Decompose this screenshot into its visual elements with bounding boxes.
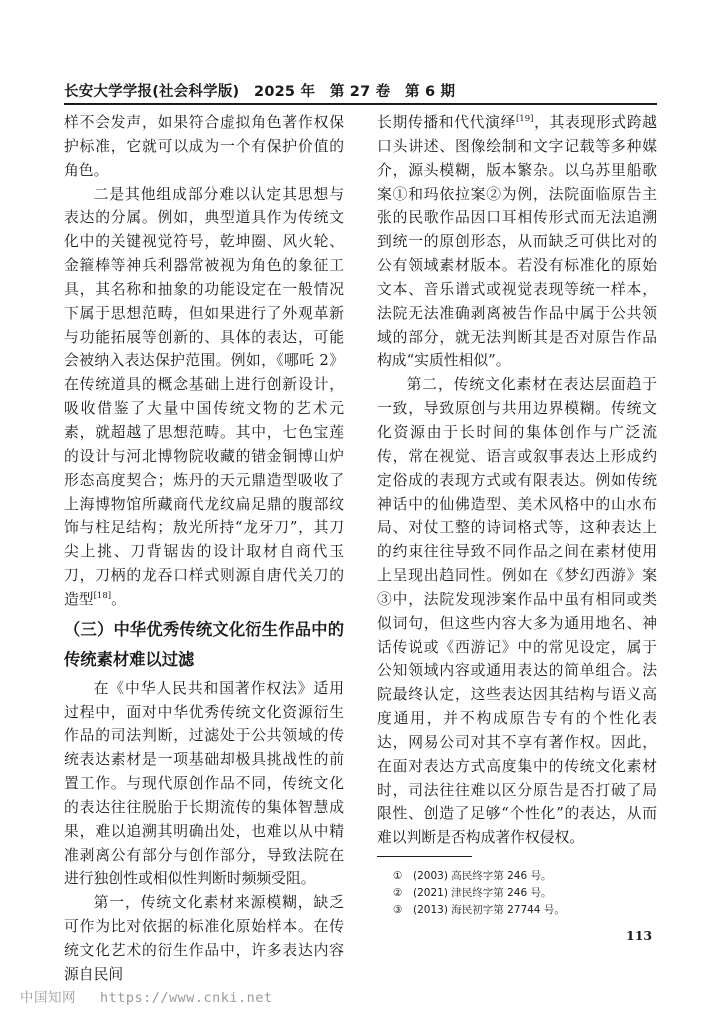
footnote-text: (2013) 海民初字第 27744 号。 <box>413 904 565 916</box>
footnote-item <box>393 885 565 902</box>
citation-ref: [18] <box>93 590 112 601</box>
footnote-item <box>393 868 565 885</box>
cnki-url: https://www.cnki.net <box>100 990 273 1006</box>
paragraph <box>64 183 344 612</box>
paragraph: 第一，传统文化素材来源模糊，缺乏可作为比对依据的标准化原始样本。在传统文化艺术的衍生作品中，许多表达内容源自民间 <box>64 894 344 983</box>
paragraph-text: 长期传播和代代演绎 <box>377 114 516 131</box>
left-column <box>64 111 344 987</box>
page-number: 113 <box>626 928 653 943</box>
footnote-text: (2021) 津民终字第 246 号。 <box>413 887 552 899</box>
paragraph-text: 二是其他组成部分难以认定其思想与表达的分属。例如，典型道具作为传统文化中的关键视觉符号，乾坤圈、风火轮、金箍棒等神兵利器常被视为角色的象征工具，其名称和抽象的功能设定在一般情况下属于思想范畴，但如果进行了外观革新与功能拓展等创新的、具体的表达，可能会被纳入表达保护范围。例如，《哪吒 2》在传统道具的概念基础上进行创新设计，吸收借鉴了大量中国传统文物的艺术元素，就超越了思想范畴。其中，七色宝莲的设计与河北博物院收藏的错金铜博山炉形态高度契合；炼丹的天元鼎造型吸收了上海博物馆所藏商代龙纹扁足鼎的腹部纹饰与柱足结构；敖光所持“龙牙刀”，其刀尖上挑、刀背锯齿的设计取材自商代玉刀，刀柄的龙吞口样式则源自唐代关刀的造型 <box>64 185 344 608</box>
footnote-number: ② <box>393 887 403 899</box>
footnote-text: (2003) 高民终字第 246 号。 <box>413 870 552 882</box>
paragraph: 第二，传统文化素材在表达层面趋于一致，导致原创与共用边界模糊。传统文化资源由于长时间的集体创作与广泛流传，常在视觉、语言或叙事表达上形成约定俗成的表现方式或有限表达。例如传统神话中的仙佛造型、美术风格中的山水布局、对仗工整的诗词格式等，这种表达上的约束往往导致不同作品之间在素材使用上呈现出趋同性。例如在《梦幻西游》案③中，法院发现涉案作品中虽有相同或类似词句，但这些内容大多为通用地名、神话传说或《西游记》中的常见设定，属于公知领域内容或通用表达的简单组合。法院最终认定，这些表达因其结构与语义高度通用，并不构成原告专有的个性化表达，网易公司对其不享有著作权。因此，在面对表达方式高度集中的传统文化素材时，司法往往难以区分原告是否打破了局限性、创造了足够“个性化”的表达，从而难以判断是否构成著作权侵权。 <box>377 376 657 847</box>
footnote-item <box>393 902 565 919</box>
journal-header: 长安大学学报(社会科学版) 2025 年 第 27 卷 第 6 期 <box>64 84 456 100</box>
paragraph: 在《中华人民共和国著作权法》适用过程中，面对中华优秀传统文化资源衍生作品的司法判断，过滤处于公共领域的传统表达素材是一项基础却极具挑战性的前置工作。与现代原创作品不同，传统文化的表达往往脱胎于长期流传的集体智慧成果，难以追溯其明确出处，也难以从中精准剥离公有部分与创作部分，导致法院在进行独创性或相似性判断时频频受阻。 <box>64 679 344 888</box>
paragraph-text: ，其表现形式跨越口头讲述、图像绘制和文字记载等多种媒介，源头模糊，版本繁杂。以乌苏里船歌案①和玛依拉案②为例，法院面临原告主张的民歌作品因口耳相传形式而无法追溯到统一的原创形态，从而缺乏可供比对的公有领域素材版本。若没有标准化的原始文本、音乐谱式或视觉表现等统一样本，法院无法准确剥离被告作品中属于公共领域的部分，就无法判断其是否对原告作品构成“实质性相似”。 <box>377 114 657 370</box>
footnotes <box>393 868 565 919</box>
paragraph <box>377 111 657 373</box>
footnote-number: ③ <box>393 904 403 916</box>
paragraph: 样不会发声，如果符合虚拟角色著作权保护标准，它就可以成为一个有保护价值的角色。 <box>64 114 344 179</box>
paragraph-end: 。 <box>111 590 126 608</box>
header-rule <box>64 103 657 105</box>
citation-ref: [19] <box>515 114 534 125</box>
section-heading: （三）中华优秀传统文化衍生作品中的传统素材难以过滤 <box>64 619 344 669</box>
footnote-rule <box>377 856 472 857</box>
footnote-number: ① <box>393 870 403 882</box>
right-column <box>377 111 657 850</box>
cnki-watermark <box>20 986 273 1006</box>
cnki-logo-text: 中国知网 <box>20 990 76 1006</box>
